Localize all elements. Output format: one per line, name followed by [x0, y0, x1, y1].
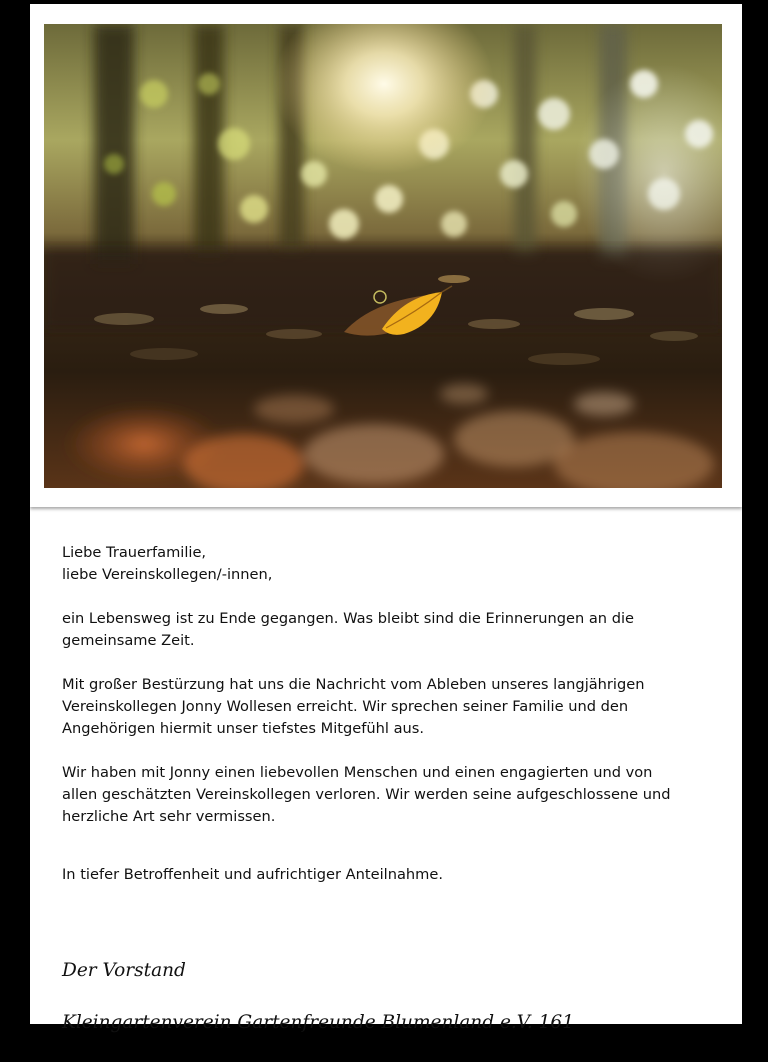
letter-closing: In tiefer Betroffenheit und aufrichtiger Anteilnahme.: [62, 866, 443, 883]
forest-leaf-photo-art: [44, 24, 722, 488]
letter-paragraph-1: ein Lebensweg ist zu Ende gegangen. Was bleibt sind die Erinnerungen an die gemeinsame Zeit.: [62, 610, 634, 649]
signature-line-1: Der Vorstand: [62, 960, 186, 981]
letter-paragraph-2: Mit großer Bestürzung hat uns die Nachricht vom Ableben unseres langjährigen Vereinskollegen Jonny Wollesen erreicht. Wir sprechen seiner Familie und den Angehörigen hiermit unser tiefstes Mitgefühl aus.: [62, 676, 645, 737]
letter-paragraph-3: Wir haben mit Jonny einen liebevollen Menschen und einen engagierten und von allen geschätzten Vereinskollegen verloren. Wir werden seine aufgeschlossene und herzliche Art sehr vermissen.: [62, 764, 671, 825]
signature: [62, 932, 722, 1062]
condolence-card: [30, 4, 742, 1033]
condolence-letter: [62, 542, 712, 922]
signature-line-2: Kleingartenverein Gartenfreunde Blumenland e.V. 161: [62, 1012, 574, 1033]
photo-frame: [30, 4, 742, 507]
forest-leaf-photo: [44, 24, 722, 488]
letter-greeting: Liebe Trauerfamilie, liebe Vereinskollegen/-innen,: [62, 544, 273, 583]
